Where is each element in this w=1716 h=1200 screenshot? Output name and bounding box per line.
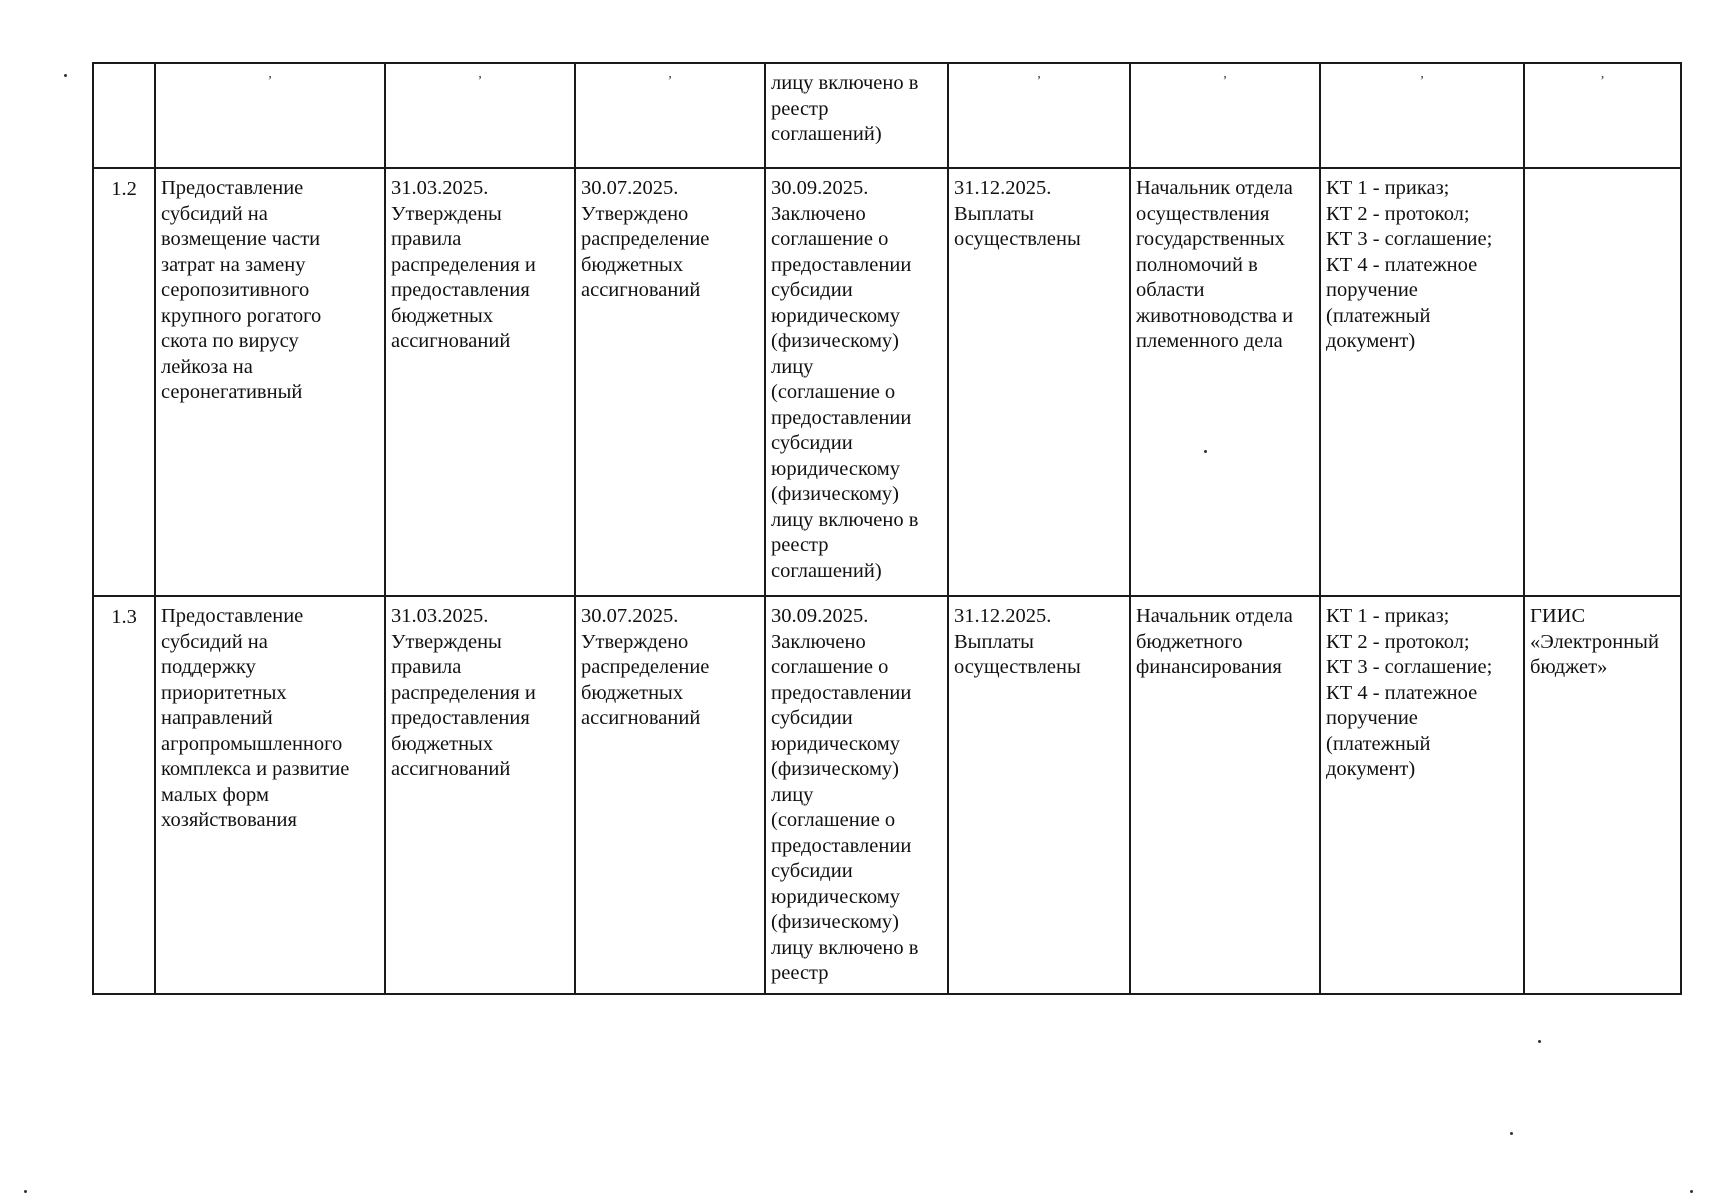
table-row-continuation <box>93 63 1681 168</box>
cell-text-line: бюджетных <box>391 732 494 755</box>
cell-text-line: племенного дела <box>1136 330 1283 352</box>
cell-number: 1.3 <box>93 596 155 994</box>
cell-text-line: соглашений) <box>771 123 882 145</box>
scan-tick-mark: ʼ <box>1222 74 1228 89</box>
cell-kt4 <box>948 596 1130 994</box>
cell-text-line: 30.07.2025. <box>581 177 679 199</box>
cell-text-line: поручение <box>1326 707 1418 729</box>
cell-text-line: лицу <box>771 783 814 806</box>
cell-text-line: соглашение о <box>771 656 889 678</box>
cell-text-line: бюджетного <box>1136 630 1243 653</box>
cell-text-line: предоставлении <box>771 253 912 276</box>
cell-text-line: Заключено <box>771 202 866 225</box>
cell-name <box>155 596 385 994</box>
cell-text-line: 30.07.2025. <box>581 605 679 627</box>
cell-text-line: 31.03.2025. <box>391 605 489 627</box>
cell-text-line: ассигнований <box>391 758 511 780</box>
cell-text-line: Начальник отдела <box>1136 177 1293 199</box>
cell-text-line: распределения и <box>391 253 536 276</box>
cell-text-line: 30.09.2025. <box>771 177 869 199</box>
cell-text-line: субсидии <box>771 432 853 454</box>
cell-kt4 <box>948 63 1130 168</box>
scan-tick-mark: ʼ <box>267 74 273 89</box>
cell-kt3 <box>765 168 948 596</box>
cell-text-line: (платежный <box>1326 304 1431 327</box>
cell-text-line: реестр <box>771 962 829 984</box>
cell-text-line: КТ 1 - приказ; <box>1326 605 1450 627</box>
cell-text-line: (физическому) <box>771 911 899 933</box>
cell-text-line: КТ 4 - платежное <box>1326 681 1478 704</box>
cell-text-line: осуществления <box>1136 202 1270 225</box>
cell-text-line: лицу включено в <box>771 72 919 94</box>
scan-tick-mark: ʼ <box>477 74 483 89</box>
cell-text-line: реестр <box>771 97 829 120</box>
cell-text-line: Утверждены <box>391 202 502 225</box>
cell-text-line: серопозитивного <box>161 279 310 301</box>
cell-text-line: финансирования <box>1136 656 1282 678</box>
scan-speck <box>64 74 67 77</box>
cell-text-line: распределения и <box>391 681 536 704</box>
cell-text-line: хозяйствования <box>161 809 297 831</box>
cell-text-line: полномочий в <box>1136 253 1258 276</box>
table-row-1-2 <box>93 168 1681 596</box>
cell-text-line: приоритетных <box>161 681 287 704</box>
cell-text-line: предоставлении <box>771 681 912 704</box>
cell-text-line: документ) <box>1326 330 1416 352</box>
cell-text-line: субсидии <box>771 707 853 729</box>
cell-text-line: поддержку <box>161 656 256 678</box>
cell-text-line: агропромышленного <box>161 732 343 755</box>
scan-tick-mark: ʼ <box>1419 74 1425 89</box>
cell-text-line: Предоставление <box>161 177 304 199</box>
cell-text-line: документ) <box>1326 758 1416 780</box>
table-body <box>93 63 1681 994</box>
cell-text-line: Утверждено <box>581 630 689 653</box>
cell-text-line: «Электронный <box>1530 630 1659 653</box>
scan-tick-mark: ʼ <box>1600 74 1605 89</box>
cell-system <box>1524 63 1681 168</box>
cell-text-line: ассигнований <box>581 279 701 301</box>
cell-text-line: лицу включено в <box>771 508 919 531</box>
cell-text-line: КТ 3 - соглашение; <box>1326 228 1493 250</box>
cell-text-line: предоставления <box>391 279 530 301</box>
cell-text-line: направлений <box>161 707 273 729</box>
scan-tick-mark: ʼ <box>1036 74 1042 89</box>
cell-text-line: (платежный <box>1326 732 1431 755</box>
cell-text-line: юридическому <box>771 304 900 327</box>
cell-text-line: ассигнований <box>581 707 701 729</box>
cell-text-line: Выплаты <box>954 202 1034 225</box>
cell-number: 1.2 <box>93 168 155 596</box>
cell-text-line: 31.03.2025. <box>391 177 489 199</box>
cell-system <box>1524 596 1681 994</box>
cell-text-line: (соглашение о <box>771 381 896 403</box>
cell-text-line: распределение <box>581 228 710 250</box>
cell-text-line: бюджетных <box>581 681 684 704</box>
scan-speck <box>1510 1132 1513 1135</box>
cell-text-line: Утверждено <box>581 202 689 225</box>
cell-text-line: бюджет» <box>1530 656 1608 678</box>
cell-text-line: соглашение о <box>771 228 889 250</box>
cell-text-line: скота по вирусу <box>161 330 299 352</box>
cell-text-line: ассигнований <box>391 330 511 352</box>
cell-text-line: КТ 3 - соглашение; <box>1326 656 1493 678</box>
cell-responsible <box>1130 63 1320 168</box>
cell-text-line: малых форм <box>161 783 269 806</box>
cell-text-line: Предоставление <box>161 605 304 627</box>
cell-documents <box>1320 596 1524 994</box>
cell-documents <box>1320 63 1524 168</box>
cell-text-line: затрат на замену <box>161 253 306 276</box>
cell-text-line: КТ 2 - протокол; <box>1326 202 1470 225</box>
cell-text-line: предоставлении <box>771 406 912 429</box>
cell-kt1 <box>385 168 575 596</box>
cell-text-line: юридическому <box>771 885 900 908</box>
cell-responsible <box>1130 596 1320 994</box>
cell-text-line: правила <box>391 228 462 250</box>
cell-text-line: реестр <box>771 534 829 556</box>
cell-text-line: Начальник отдела <box>1136 605 1293 627</box>
scan-speck <box>1204 450 1207 453</box>
cell-kt1 <box>385 596 575 994</box>
scan-tick-mark: ʼ <box>667 74 673 89</box>
cell-text-line: предоставлении <box>771 834 912 857</box>
cell-text-line: крупного рогатого <box>161 304 322 327</box>
cell-text-line: серонегативный <box>161 381 303 403</box>
cell-text-line: КТ 4 - платежное <box>1326 253 1478 276</box>
scan-speck <box>1538 1040 1541 1043</box>
cell-text-line: государственных <box>1136 228 1285 250</box>
scan-speck <box>1690 1190 1693 1193</box>
cell-kt4 <box>948 168 1130 596</box>
cell-text-line: предоставления <box>391 707 530 729</box>
cell-text-line: (соглашение о <box>771 809 896 831</box>
cell-name <box>155 168 385 596</box>
cell-text-line: Заключено <box>771 630 866 653</box>
cell-text-line: ГИИС <box>1530 605 1586 627</box>
cell-text-line: субсидий на <box>161 202 268 225</box>
cell-kt3 <box>765 596 948 994</box>
cell-documents <box>1320 168 1524 596</box>
cell-text-line: лицу включено в <box>771 936 919 959</box>
cell-text-line: соглашений) <box>771 559 882 582</box>
cell-system <box>1524 168 1681 596</box>
cell-text-line: бюджетных <box>391 304 494 327</box>
cell-text-line: юридическому <box>771 457 900 480</box>
cell-kt1 <box>385 63 575 168</box>
cell-text-line: комплекса и развитие <box>161 758 350 780</box>
cell-text-line: Утверждены <box>391 630 502 653</box>
cell-text-line: бюджетных <box>581 253 684 276</box>
cell-text-line: КТ 2 - протокол; <box>1326 630 1470 653</box>
cell-text-line: животноводства и <box>1136 304 1294 327</box>
cell-text-line: КТ 1 - приказ; <box>1326 177 1450 199</box>
cell-number <box>93 63 155 168</box>
cell-text-line: Выплаты <box>954 630 1034 653</box>
cell-text-line: правила <box>391 656 462 678</box>
cell-text-line: 31.12.2025. <box>954 177 1052 199</box>
cell-text-line: 30.09.2025. <box>771 605 869 627</box>
cell-text-line: субсидий на <box>161 630 268 653</box>
table-row-1-3 <box>93 596 1681 994</box>
document-table <box>92 62 1682 995</box>
cell-text-line: субсидии <box>771 860 853 882</box>
cell-text-line: осуществлены <box>954 656 1081 678</box>
cell-text-line: лейкоза на <box>161 355 253 378</box>
cell-responsible <box>1130 168 1320 596</box>
cell-text-line: (физическому) <box>771 483 899 505</box>
cell-kt2 <box>575 168 765 596</box>
cell-text-line: возмещение части <box>161 228 321 250</box>
cell-text-line: осуществлены <box>954 228 1081 250</box>
cell-text-line: (физическому) <box>771 330 899 352</box>
cell-name <box>155 63 385 168</box>
cell-text-line: лицу <box>771 355 814 378</box>
cell-text-line: распределение <box>581 656 710 678</box>
cell-text-line: поручение <box>1326 279 1418 301</box>
cell-kt2 <box>575 63 765 168</box>
cell-text-line: 31.12.2025. <box>954 605 1052 627</box>
cell-kt2 <box>575 596 765 994</box>
cell-kt3 <box>765 63 948 168</box>
cell-text-line: субсидии <box>771 279 853 301</box>
cell-text-line: (физическому) <box>771 758 899 780</box>
cell-text-line: юридическому <box>771 732 900 755</box>
scan-speck <box>24 1190 27 1193</box>
cell-text-line: области <box>1136 279 1205 301</box>
